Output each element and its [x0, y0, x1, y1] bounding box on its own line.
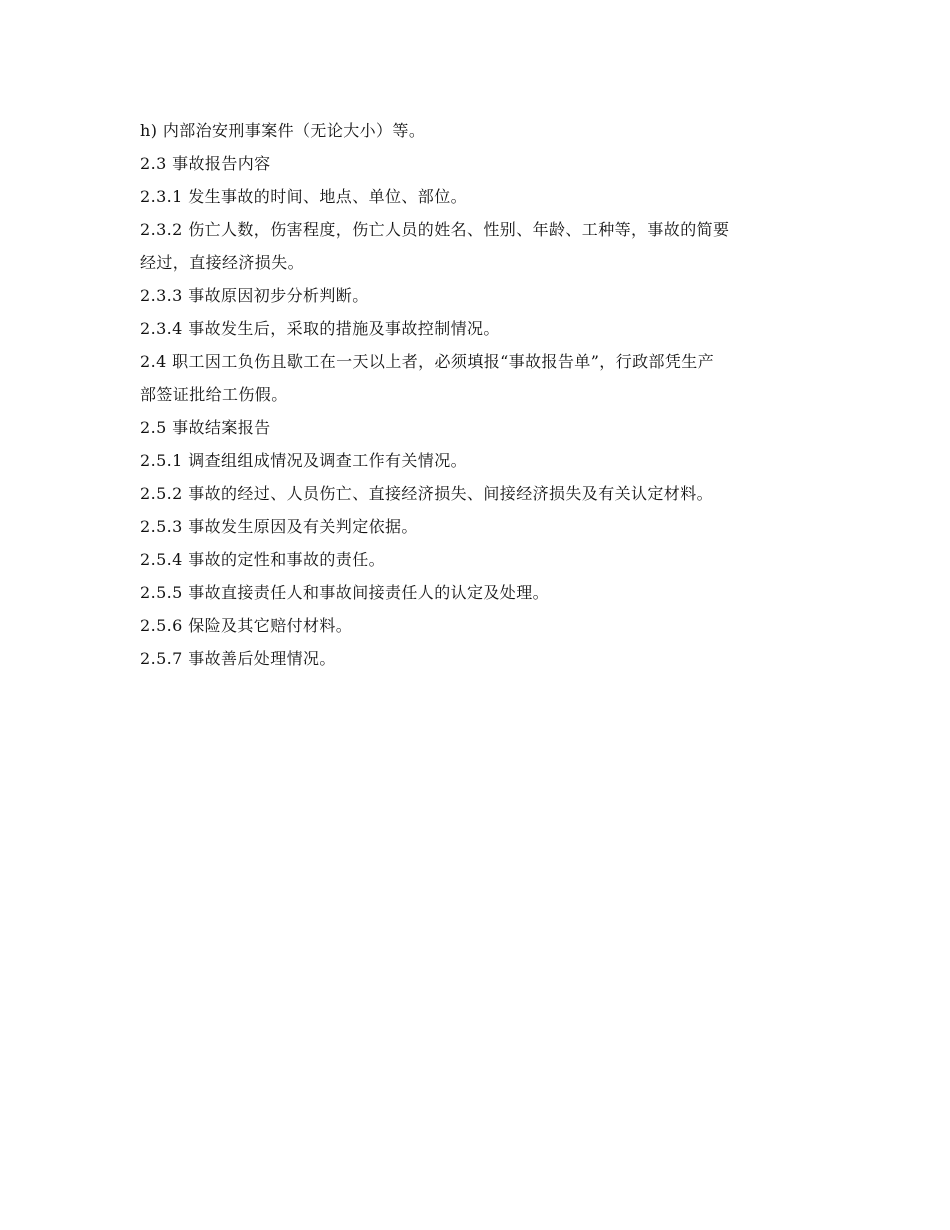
paragraph-2-5-3: 2.5.3 事故发生原因及有关判定依据。 [140, 517, 418, 536]
paragraph-2-3-2-line-1: 2.3.2 伤亡人数，伤害程度，伤亡人员的姓名、性别、年龄、工种等，事故的简要 [140, 220, 730, 239]
paragraph-2-5-1: 2.5.1 调查组组成情况及调查工作有关情况。 [140, 451, 467, 470]
paragraph-2-3-2-line-2: 经过，直接经济损失。 [140, 253, 305, 272]
paragraph-2-3-1: 2.3.1 发生事故的时间、地点、单位、部位。 [140, 187, 467, 206]
document-body [140, 114, 815, 675]
paragraph-2-5-6: 2.5.6 保险及其它赔付材料。 [140, 616, 353, 635]
list-item-h: h) 内部治安刑事案件（无论大小）等。 [140, 121, 426, 140]
section-heading-2-5: 2.5 事故结案报告 [140, 418, 271, 437]
paragraph-2-3-4: 2.3.4 事故发生后，采取的措施及事故控制情况。 [140, 319, 500, 338]
paragraph-2-5-7: 2.5.7 事故善后处理情况。 [140, 649, 336, 668]
paragraph-2-5-5: 2.5.5 事故直接责任人和事故间接责任人的认定及处理。 [140, 583, 549, 602]
paragraph-2-3-3: 2.3.3 事故原因初步分析判断。 [140, 286, 369, 305]
paragraph-2-4-line-1: 2.4 职工因工负伤且歇工在一天以上者，必须填报“事故报告单”，行政部凭生产 [140, 352, 715, 371]
section-heading-2-3: 2.3 事故报告内容 [140, 154, 271, 173]
paragraph-2-5-4: 2.5.4 事故的定性和事故的责任。 [140, 550, 385, 569]
paragraph-2-5-2: 2.5.2 事故的经过、人员伤亡、直接经济损失、间接经济损失及有关认定材料。 [140, 484, 713, 503]
paragraph-2-4-line-2: 部签证批给工伤假。 [140, 385, 288, 404]
